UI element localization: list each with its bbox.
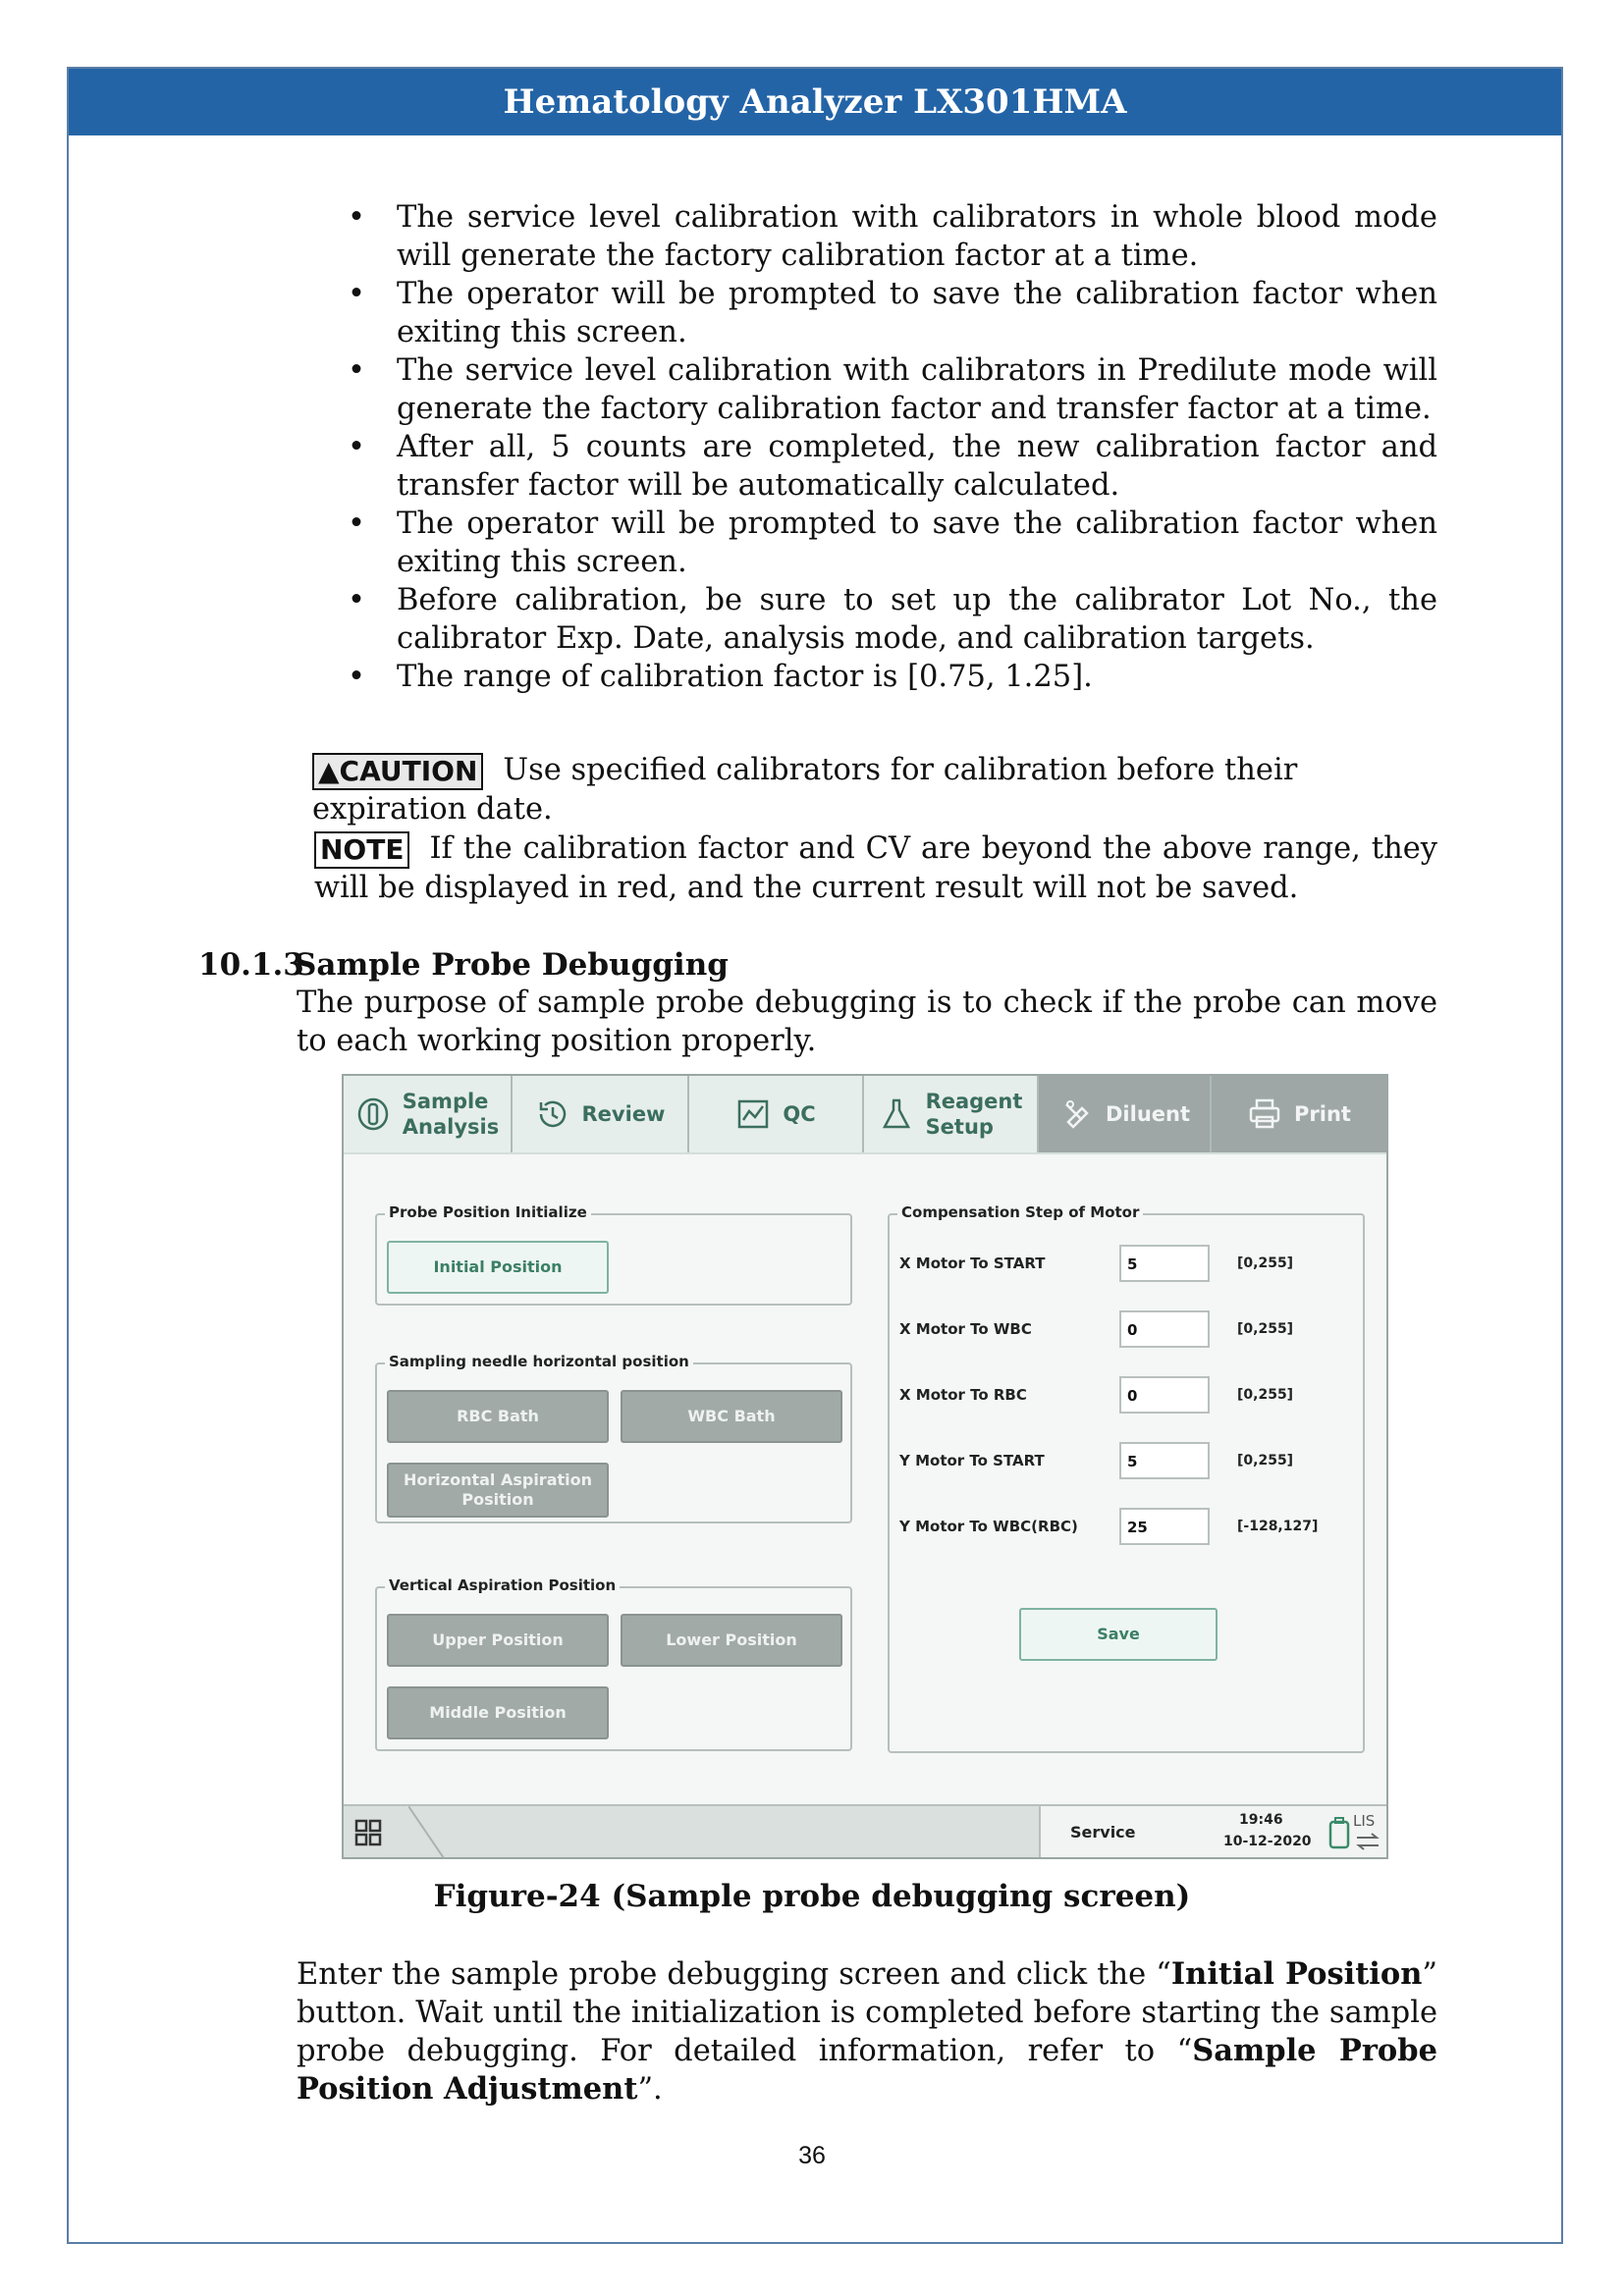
save-button[interactable]: Save — [1019, 1608, 1218, 1661]
tab-diluent[interactable]: Diluent — [1039, 1076, 1212, 1152]
section-heading — [198, 945, 729, 985]
instruction-paragraph: Enter the sample probe debugging screen and click the “Initial Position” button. Wait until the initialization is completed before starting the sample probe debugging. For detailed information, refer to “Sample Probe Position Adjustment”. — [297, 1956, 1437, 2107]
x-wbc-range: [0,255] — [1237, 1321, 1294, 1337]
status-mode: Service — [1070, 1823, 1136, 1842]
list-item: • The service level calibration with calibrators in whole blood mode will generate the factory calibration factor at a time. — [348, 200, 1437, 273]
bullet-list — [346, 198, 1437, 696]
status-bar — [344, 1804, 1386, 1859]
x-wbc-input[interactable]: 0 — [1119, 1310, 1210, 1348]
list-item: • The operator will be prompted to save the calibration factor when exiting this screen. — [348, 507, 1437, 579]
menu-grid-icon[interactable] — [353, 1818, 383, 1847]
list-item: • Before calibration, be sure to set up the calibrator Lot No., the calibrator Exp. Date, analysis mode, and calibration targets. — [348, 583, 1437, 656]
status-date: 10-12-2020 — [1223, 1834, 1312, 1849]
list-item: • After all, 5 counts are completed, the new calibration factor and transfer factor will be automatically calculated. — [348, 430, 1437, 503]
note-text: If the calibration factor and CV are beyond the above range, they will be displayed in red, and the current result will not be saved. — [314, 831, 1437, 905]
vertical-position-panel: Vertical Aspiration Position Upper Position Lower Position Middle Position — [375, 1586, 852, 1751]
rbc-bath-button[interactable]: RBC Bath — [387, 1390, 609, 1443]
wbc-bath-button[interactable]: WBC Bath — [621, 1390, 842, 1443]
probe-debugging-screen — [342, 1074, 1388, 1859]
y-start-label: Y Motor To START — [899, 1452, 1045, 1469]
tab-review[interactable]: Review — [513, 1076, 689, 1152]
note-badge: NOTE — [314, 831, 409, 869]
x-rbc-label: X Motor To RBC — [899, 1386, 1027, 1404]
storage-icon — [1327, 1816, 1351, 1851]
x-start-range: [0,255] — [1237, 1255, 1294, 1271]
tab-sample-analysis[interactable]: Sample Analysis — [344, 1076, 513, 1152]
reagent-icon — [879, 1096, 914, 1132]
transfer-arrows-icon — [1355, 1832, 1380, 1851]
y-start-range: [0,255] — [1237, 1453, 1294, 1468]
status-time: 19:46 — [1239, 1812, 1283, 1828]
initial-position-button[interactable]: Initial Position — [387, 1241, 609, 1294]
printer-icon — [1247, 1096, 1282, 1132]
section-intro: The purpose of sample probe debugging is to check if the probe can move to each working position properly. — [297, 986, 1437, 1058]
tab-bar — [344, 1076, 1386, 1154]
figure-caption: Figure-24 (Sample probe debugging screen) — [433, 1879, 1191, 1914]
caution-block — [312, 751, 1441, 829]
tab-print[interactable]: Print — [1212, 1076, 1386, 1152]
y-wbc-range: [-128,127] — [1237, 1519, 1319, 1534]
lower-position-button[interactable]: Lower Position — [621, 1614, 842, 1667]
section-number: 10.1.3 — [198, 947, 304, 983]
probe-init-panel: Probe Position Initialize Initial Position — [375, 1213, 852, 1306]
horizontal-aspiration-button[interactable]: Horizontal Aspiration Position — [387, 1463, 609, 1518]
x-start-input[interactable]: 5 — [1119, 1245, 1210, 1282]
y-wbc-label: Y Motor To WBC(RBC) — [899, 1518, 1078, 1535]
review-icon — [535, 1096, 570, 1132]
y-start-input[interactable]: 5 — [1119, 1442, 1210, 1479]
list-item: • The operator will be prompted to save the calibration factor when exiting this screen. — [348, 277, 1437, 349]
x-start-label: X Motor To START — [899, 1255, 1046, 1272]
caution-text: Use specified calibrators for calibration before their expiration date. — [312, 753, 1298, 827]
lis-label: LIS — [1353, 1812, 1376, 1830]
chart-icon — [735, 1096, 771, 1132]
diluent-icon — [1058, 1096, 1094, 1132]
x-rbc-range: [0,255] — [1237, 1387, 1294, 1403]
list-item: • The range of calibration factor is [0.75, 1.25]. — [348, 660, 1093, 694]
section-title: Sample Probe Debugging — [295, 947, 729, 983]
compensation-panel: Compensation Step of Motor X Motor To START 5 [0,255] X Motor To WBC 0 [0,255] X Motor To RBC 0 [0,255] Y Motor To START 5 [0,255] Y Motor To WBC(RBC) 25 [-128,127] Save — [888, 1213, 1365, 1753]
x-wbc-label: X Motor To WBC — [899, 1320, 1032, 1338]
page-number: 36 — [798, 2142, 826, 2169]
list-item: • The service level calibration with calibrators in Predilute mode will generate the factory calibration factor and transfer factor at a time. — [348, 353, 1437, 426]
note-block — [314, 829, 1437, 907]
tab-reagent-setup[interactable]: Reagent Setup — [864, 1076, 1039, 1152]
page-header: Hematology Analyzer LX301HMA — [69, 69, 1561, 135]
caution-badge: ▲CAUTION — [312, 753, 483, 790]
tab-qc[interactable]: QC — [689, 1076, 864, 1152]
upper-position-button[interactable]: Upper Position — [387, 1614, 609, 1667]
y-wbc-input[interactable]: 25 — [1119, 1508, 1210, 1545]
middle-position-button[interactable]: Middle Position — [387, 1686, 609, 1739]
x-rbc-input[interactable]: 0 — [1119, 1376, 1210, 1414]
status-divider — [408, 1806, 448, 1859]
horizontal-position-panel: Sampling needle horizontal position RBC Bath WBC Bath Horizontal Aspiration Position — [375, 1362, 852, 1523]
flask-tube-icon — [355, 1096, 391, 1132]
